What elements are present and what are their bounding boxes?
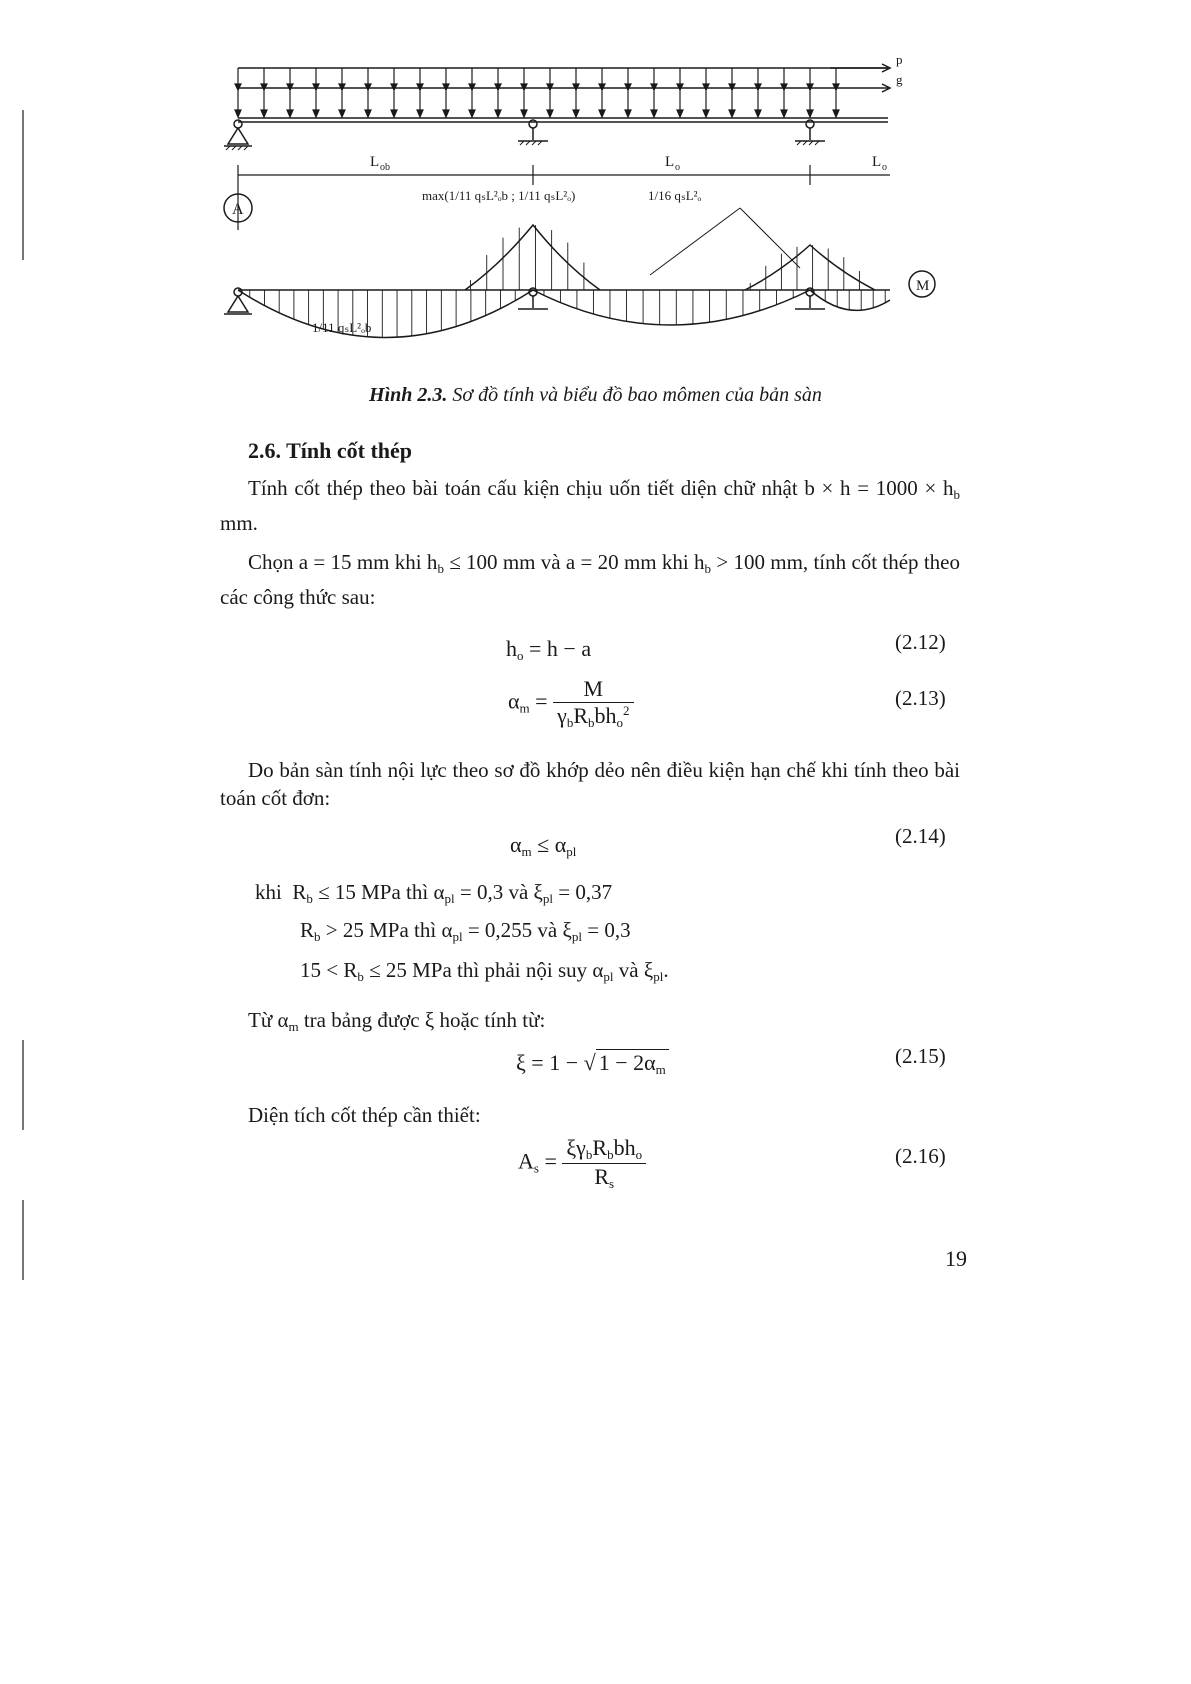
equation-2-15: ξ = 1 − √ $1 - 2\alpha_m$ [516,1050,669,1078]
moment-marker-label: M [916,278,930,294]
axis-a-label: A [232,201,244,218]
end-span-moment-label: 1/11 qₛL²ₒb [312,320,372,335]
scan-margin-line [22,1200,24,1280]
equation-2-16: $A_s$ = $\frac{\xi\gamma_bR_bbh_o}{R_s}$ [518,1135,646,1192]
interior-moment-label: 1/16 qₛL²ₒ [648,188,702,203]
svg-text:o: o [675,162,680,173]
paragraph-5: Diện tích cốt thép cần thiết: [248,1103,481,1127]
paragraph-1: Tính cốt thép theo bài toán cấu kiện chịu uốn tiết diện chữ nhật $b \times h = 1000 \times h_b$ mm. [220,476,960,535]
page-number: 19 [945,1246,967,1271]
equation-2-14: $\alpha_m \le \alpha_{pl}$ [510,832,577,859]
caption-text: Sơ đồ tính và biểu đồ bao mômen của bản sàn [452,384,822,406]
equation-number-2-14: (2.14) [895,824,946,848]
scan-margin-line [22,110,24,260]
moment-envelope-figure [200,40,980,380]
section-heading: 2.6. Tính cốt thép [248,438,413,463]
condition-2: $R_b > 25$ MPa thì $\alpha_{pl} = 0,255$ và $\xi_{pl} = 0,3$ [300,918,631,944]
span-label-2: L [665,154,675,170]
equation-2-12: $h_o = h - a$ [506,636,592,663]
equation-number-2-13: (2.13) [895,686,946,710]
span-label-3: L [872,154,882,170]
span-label-1: L [370,154,380,170]
load-label-g: g [896,72,903,87]
support-moment-label: max(1/11 qₛL²ₒb ; 1/11 qₛL²ₒ) [422,188,576,203]
equation-number-2-12: (2.12) [895,630,946,654]
svg-text:ob: ob [380,162,390,173]
paragraph-4: Từ $\alpha_m$ tra bảng được ξ hoặc tính từ: [248,1008,546,1034]
paragraph-2: Chọn a = 15 mm khi $h_b \le 100$ mm và a = 20 mm khi $h_b > 100$ mm, tính cốt thép theo các công thức sau: [220,550,960,609]
figure-caption [0,384,1191,407]
condition-1: khi $R_b \le 15$ MPa thì $\alpha_{pl} = 0,3$ và $\xi_{pl} = 0,37$ [255,880,613,906]
load-label-p: p [896,52,903,67]
caption-label: Hình 2.3. [369,384,448,406]
svg-text:o: o [882,162,887,173]
scan-margin-line [22,1040,24,1130]
equation-number-2-15: (2.15) [895,1044,946,1068]
paragraph-3: Do bản sàn tính nội lực theo sơ đồ khớp dẻo nên điều kiện hạn chế khi tính theo bài toán cốt đơn: [220,758,960,810]
equation-number-2-16: (2.16) [895,1144,946,1168]
condition-3: $15 < R_b \le 25$ MPa thì phải nội suy $\alpha_{pl}$ và $\xi_{pl}$. [300,958,669,984]
equation-2-13: $\alpha_m$ = $\frac{M}{\gamma_bR_bbh_o^2}$ [508,676,634,731]
